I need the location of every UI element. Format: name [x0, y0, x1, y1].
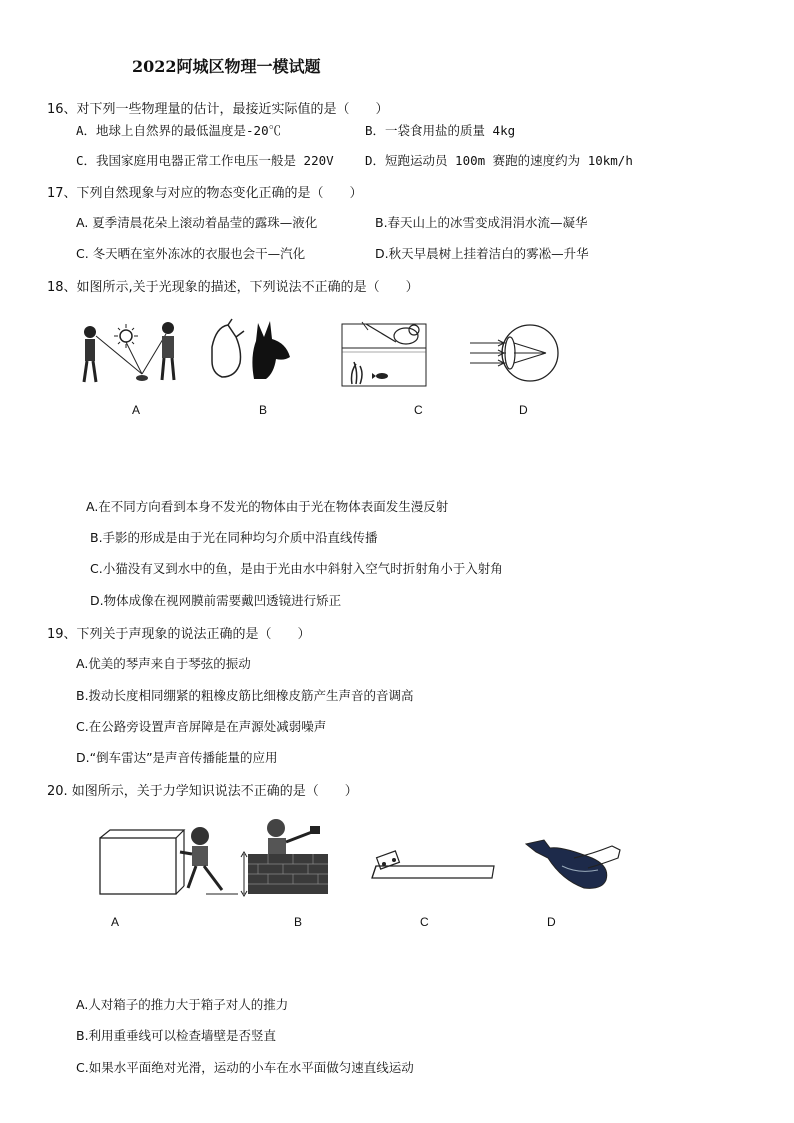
q18-option-a: A.在不同方向看到本身不发光的物体由于光在物体表面发生漫反射 — [86, 499, 449, 514]
q20-figure-a-push-box — [96, 814, 240, 898]
q18-option-c: C.小猫没有叉到水中的鱼，是由于光由水中斜射入空气时折射角小于入射角 — [90, 561, 503, 576]
q20-figure-b-plumb-line — [238, 814, 334, 898]
q18-figure-c-cat-fish — [336, 318, 432, 390]
q17-stem: 17、下列自然现象与对应的物态变化正确的是（ ） — [47, 186, 363, 201]
q17-option-d: D.秋天早晨树上挂着洁白的雾凇—升华 — [375, 246, 589, 261]
q16-option-a: A．地球上自然界的最低温度是-20℃ — [76, 123, 282, 138]
q19-option-a: A.优美的琴声来自于琴弦的振动 — [76, 656, 251, 671]
q19-option-d: D.“倒车雷达”是声音传播能量的应用 — [76, 750, 278, 765]
q18-figure-label-a: A — [132, 403, 141, 417]
q19-option-c: C.在公路旁设置声音屏障是在声源处减弱噪声 — [76, 719, 327, 734]
q16-option-c: C．我国家庭用电器正常工作电压一般是 220V — [76, 153, 334, 168]
q18-figure-a-reflection — [78, 318, 188, 390]
q16-stem: 16、对下列一些物理量的估计，最接近实际值的是（ ） — [47, 102, 389, 117]
q20-option-c: C.如果水平面绝对光滑，运动的小车在水平面做匀速直线运动 — [76, 1060, 414, 1075]
q20-stem: 20. 如图所示，关于力学知识说法不正确的是（ ） — [47, 784, 358, 799]
q18-option-d: D.物体成像在视网膜前需要戴凹透镜进行矫正 — [90, 593, 342, 608]
q20-option-a: A.人对箱子的推力大于箱子对人的推力 — [76, 997, 289, 1012]
q18-figure-d-eye-lens — [470, 320, 562, 386]
q20-option-b: B.利用重垂线可以检查墙壁是否竖直 — [76, 1028, 277, 1043]
q17-option-a: A. 夏季清晨花朵上滚动着晶莹的露珠—液化 — [76, 215, 318, 230]
q17-option-b: B.春天山上的冰雪变成涓涓水流—凝华 — [375, 215, 588, 230]
q20-figure-d-bottle-hand — [522, 836, 622, 894]
page-title: 2022阿城区物理一模试题 — [132, 57, 321, 76]
q20-figure-c-cart-surface — [370, 846, 496, 886]
q18-option-b: B.手影的形成是由于光在同种均匀介质中沿直线传播 — [90, 530, 378, 545]
q18-figure-b-hand-shadow — [206, 317, 296, 385]
q18-figure-label-b: B — [259, 403, 268, 417]
q20-figure-label-c: C — [420, 915, 429, 929]
q20-figure-label-a: A — [111, 915, 120, 929]
q18-figure-label-d: D — [519, 403, 528, 417]
q16-option-d: D．短跑运动员 100m 赛跑的速度约为 10km/h — [365, 153, 633, 168]
q20-figure-label-d: D — [547, 915, 556, 929]
q18-figure-label-c: C — [414, 403, 423, 417]
q17-option-c: C. 冬天晒在室外冻冰的衣服也会干—汽化 — [76, 246, 306, 261]
q18-stem: 18、如图所示,关于光现象的描述，下列说法不正确的是（ ） — [47, 280, 419, 295]
q19-option-b: B.拨动长度相同绷紧的粗橡皮筋比细橡皮筋产生声音的音调高 — [76, 688, 414, 703]
q16-option-b: B．一袋食用盐的质量 4kg — [365, 123, 516, 138]
q20-figure-label-b: B — [294, 915, 303, 929]
q19-stem: 19、下列关于声现象的说法正确的是（ ） — [47, 627, 311, 642]
